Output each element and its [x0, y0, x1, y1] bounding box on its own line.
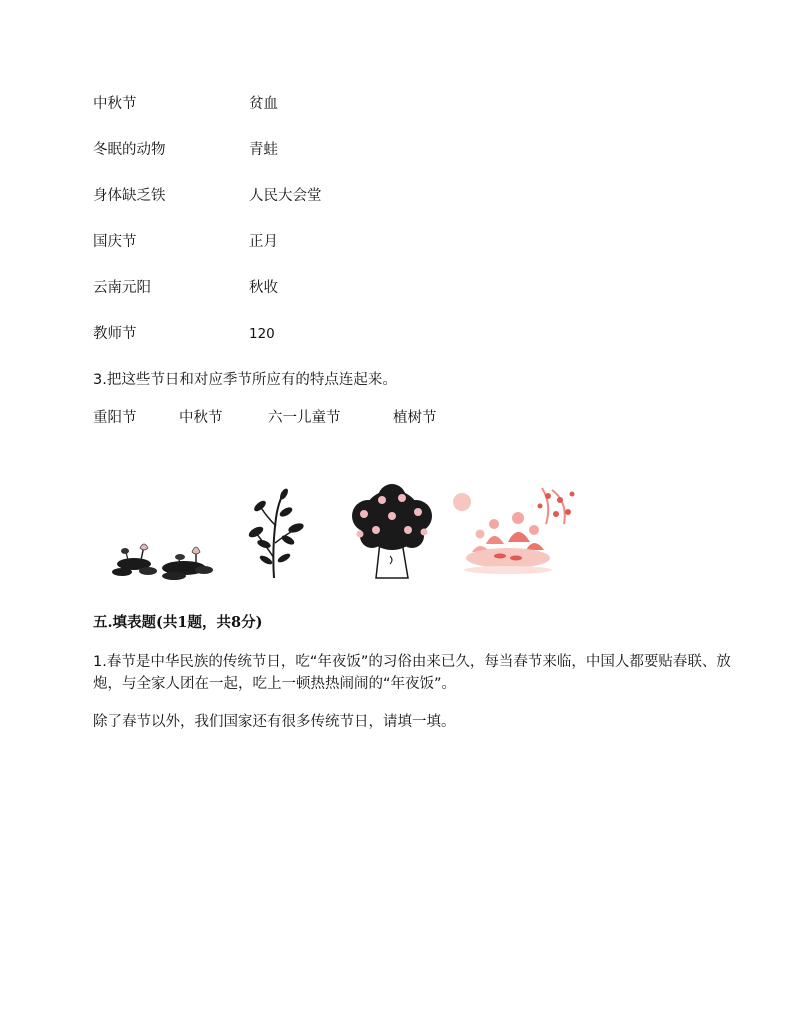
match-left-3: 身体缺乏铁 — [93, 188, 166, 204]
question-3-text: 3.把这些节日和对应季节所应有的特点连起来。 — [93, 372, 397, 388]
festival-label-2: 中秋节 — [179, 410, 223, 426]
match-left-6: 教师节 — [93, 326, 137, 342]
match-left-2: 冬眠的动物 — [93, 142, 166, 158]
match-left-1: 中秋节 — [93, 96, 137, 112]
match-left-5: 云南元阳 — [93, 280, 151, 296]
festival-label-1: 重阳节 — [93, 410, 137, 426]
match-left-4: 国庆节 — [93, 234, 137, 250]
section-5-paragraph-2: 除了春节以外，我们国家还有很多传统节日，请填一填。 — [93, 714, 456, 730]
match-right-6: 120 — [249, 326, 275, 342]
match-right-4: 正月 — [249, 234, 278, 250]
match-right-1: 贫血 — [249, 96, 278, 112]
match-right-5: 秋收 — [249, 280, 278, 296]
festival-label-4: 植树节 — [393, 410, 437, 426]
family-dinner-icon — [452, 484, 578, 576]
section-5-paragraph-1: 1.春节是中华民族的传统节日，吃“年夜饭”的习俗由来已久，每当春节来临，中国人都要贴春联、放炮，与全家人团在一起，吃上一顿热热闹闹的“年夜饭”。 — [93, 654, 731, 692]
match-right-2: 青蛙 — [249, 142, 278, 158]
section-5-title: 五.填表题(共1题，共8分) — [93, 614, 263, 631]
plant-sprig-icon — [244, 488, 306, 580]
lotus-pond-icon — [108, 538, 218, 584]
festival-label-3: 六一儿童节 — [268, 410, 341, 426]
fruit-tree-icon — [346, 486, 438, 580]
match-right-3: 人民大会堂 — [249, 188, 322, 204]
